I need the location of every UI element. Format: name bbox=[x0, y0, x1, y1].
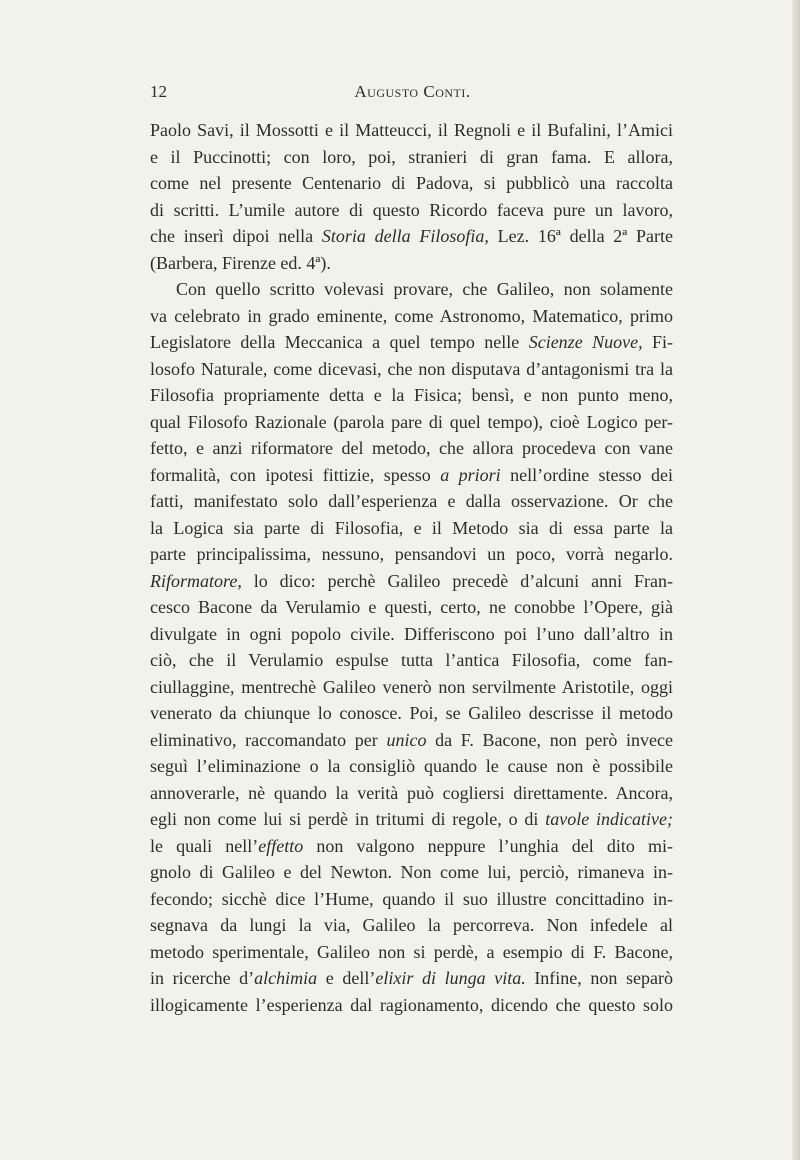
italic-text: a priori bbox=[440, 464, 501, 485]
text-segment: eliminativo, raccomandato per bbox=[150, 729, 387, 750]
italic-text: tavole indicative; bbox=[545, 809, 673, 829]
text-segment: divulgate in ogni popolo civile. Differiscono poi l’uno dall’altro in bbox=[150, 623, 673, 644]
text-segment: fecondo; sicchè dice l’Hume, quando il suo illustre concittadino in- bbox=[150, 888, 673, 909]
italic-text: Riformatore, bbox=[150, 570, 242, 591]
text-line bbox=[150, 329, 673, 356]
page-edge bbox=[792, 0, 800, 1160]
italic-text: Scienze Nuove, bbox=[528, 332, 643, 352]
text-line bbox=[150, 435, 673, 462]
text-segment: nell’ordine stesso dei bbox=[500, 464, 673, 485]
text-segment: fetto, e anzi riformatore del metodo, che allora procedeva con vane bbox=[150, 438, 673, 458]
text-segment: Paolo Savi, il Mossotti e il Matteucci, il Regnoli e il Bufalini, l’Amici bbox=[150, 120, 673, 140]
text-segment: annoverarle, nè quando la verità può cogliersi direttamente. Ancora, bbox=[150, 782, 673, 803]
text-line bbox=[150, 833, 673, 860]
italic-text: alchimia bbox=[254, 968, 318, 988]
page-header bbox=[150, 82, 675, 106]
text-line bbox=[150, 859, 673, 886]
text-segment: losofo Naturale, come dicevasi, che non disputava d’antagonismi tra la bbox=[150, 358, 673, 379]
text-line bbox=[150, 753, 673, 780]
italic-text: elixir di lunga vita. bbox=[375, 968, 526, 988]
text-line bbox=[150, 621, 673, 648]
text-line bbox=[150, 223, 673, 250]
text-segment: ciullaggine, mentrechè Galileo venerò non servilmente Aristotile, oggi bbox=[150, 676, 673, 697]
page-number: 12 bbox=[150, 82, 167, 101]
text-segment: le quali bbox=[150, 835, 226, 856]
text-segment: gnolo di Galileo e del Newton. Non come lui, perciò, rimaneva in- bbox=[150, 862, 673, 882]
text-segment: come nel presente Centenario di Padova, si pubblicò una raccolta bbox=[150, 173, 673, 193]
text-line bbox=[150, 594, 673, 621]
text-line bbox=[150, 992, 673, 1019]
text-segment: in ricerche bbox=[150, 968, 240, 988]
text-line bbox=[150, 674, 673, 701]
text-segment: Lez. 16ª della 2ª Parte bbox=[488, 226, 673, 246]
text-segment: fatti, manifestato solo dall’esperienza e dalla osservazione. Or che bbox=[150, 491, 673, 511]
text-line bbox=[150, 647, 673, 674]
text-segment: Legislatore della Meccanica a quel tempo nelle bbox=[150, 332, 529, 352]
text-line bbox=[150, 912, 673, 939]
running-head: Augusto Conti. bbox=[354, 82, 471, 101]
text-segment: formalità, con ipotesi fittizie, spesso bbox=[150, 464, 441, 485]
text-line bbox=[150, 356, 673, 383]
text-segment: Fi- bbox=[642, 332, 673, 352]
text-segment: (Barbera, Firenze ed. 4ª). bbox=[150, 252, 331, 273]
text-segment: che inserì dipoi nella bbox=[150, 226, 322, 246]
text-line bbox=[150, 515, 673, 542]
text-line bbox=[150, 462, 673, 489]
text-line bbox=[150, 568, 673, 595]
text-segment: Con quello scritto volevasi provare, che Galileo, non solamente bbox=[176, 279, 673, 299]
text-segment: e il Puccinotti; con loro, poi, stranieri di gran fama. E allora, bbox=[150, 146, 673, 167]
text-segment: cesco Bacone da Verulamio e questi, certo, ne conobbe l’Opere, già bbox=[150, 597, 673, 617]
text-segment: d’ bbox=[239, 968, 255, 988]
italic-text: unico bbox=[386, 729, 427, 750]
text-line bbox=[150, 170, 673, 197]
text-segment: va celebrato in grado eminente, come Astronomo, Matematico, primo bbox=[150, 305, 673, 326]
text-segment: seguì l’eliminazione o la consigliò quando le cause non è possibile bbox=[150, 756, 673, 776]
text-line bbox=[150, 700, 673, 727]
body-text bbox=[150, 117, 673, 1018]
text-line bbox=[150, 806, 673, 833]
text-segment: da F. Bacone, non però invece bbox=[426, 729, 674, 750]
text-line bbox=[150, 965, 673, 992]
italic-text: Storia della Filosofia, bbox=[321, 226, 489, 246]
text-line bbox=[150, 727, 673, 754]
text-line bbox=[150, 939, 673, 966]
text-line bbox=[150, 488, 673, 515]
text-segment: lo dico: perchè Galileo precedè d’alcuni anni Fran- bbox=[241, 570, 673, 591]
text-segment: segnava da lungi la via, Galileo la percorreva. Non infedele al bbox=[150, 915, 673, 935]
text-line bbox=[150, 144, 673, 171]
text-segment: dell’ bbox=[342, 968, 376, 988]
text-line bbox=[150, 276, 673, 303]
text-segment: ciò, che il Verulamio espulse tutta l’antica Filosofia, come fan- bbox=[150, 650, 673, 670]
italic-text: effetto bbox=[258, 835, 304, 856]
text-line bbox=[150, 197, 673, 224]
text-line bbox=[150, 382, 673, 409]
text-segment: di scritti. L’umile autore di questo Ricordo faceva pure un lavoro, bbox=[150, 199, 673, 220]
text-segment: parte principalissima, nessuno, pensandovi un poco, vorrà negarlo. bbox=[150, 544, 673, 564]
text-segment: egli non come lui si perdè in tritumi di regole, o di bbox=[150, 809, 546, 829]
text-segment: Filosofia propriamente detta e la Fisica; bensì, e non punto meno, bbox=[150, 385, 673, 405]
text-segment: qual Filosofo Razionale (parola pare di quel tempo), cioè Logico per- bbox=[150, 411, 673, 432]
text-segment: la Logica sia parte di Filosofia, e il Metodo sia di essa parte la bbox=[150, 517, 673, 538]
text-line bbox=[150, 303, 673, 330]
text-line bbox=[150, 541, 673, 568]
text-line bbox=[150, 886, 673, 913]
text-segment: metodo sperimentale, Galileo non si perdè, a esempio di F. Bacone, bbox=[150, 941, 673, 962]
text-segment: nell’ bbox=[225, 835, 259, 856]
text-segment: e bbox=[317, 968, 343, 988]
text-segment: non valgono neppure l’unghia del dito mi- bbox=[303, 835, 674, 856]
text-segment: Infine, non separò bbox=[525, 968, 673, 988]
text-line bbox=[150, 250, 673, 277]
text-segment: venerato da chiunque lo conosce. Poi, se Galileo descrisse il metodo bbox=[150, 703, 673, 723]
text-line bbox=[150, 780, 673, 807]
text-line bbox=[150, 409, 673, 436]
text-segment: illogicamente l’esperienza dal ragionamento, dicendo che questo solo bbox=[150, 994, 673, 1015]
text-line bbox=[150, 117, 673, 144]
